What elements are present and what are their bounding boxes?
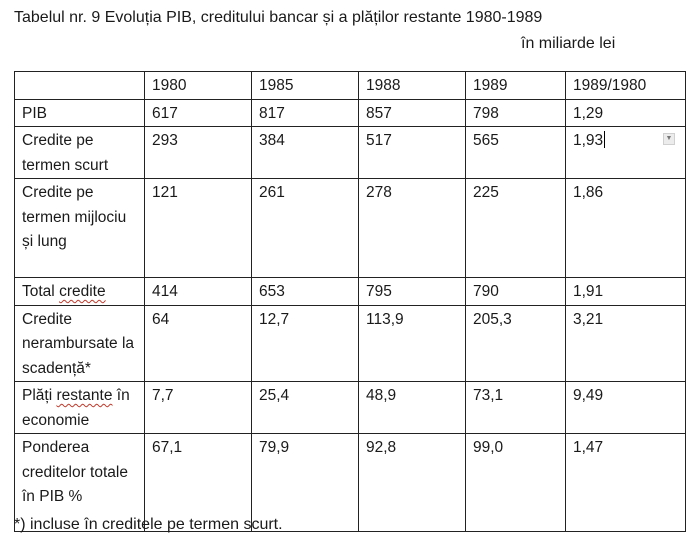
cell-value: 1,93	[573, 132, 604, 149]
table-cell[interactable]	[466, 305, 566, 382]
table-cell[interactable]	[359, 278, 466, 306]
cell-value: 790	[473, 283, 499, 300]
table-cell[interactable]	[145, 99, 252, 127]
header-cell: 1989	[466, 72, 566, 100]
table-row	[15, 305, 686, 382]
cell-value: 225	[473, 184, 499, 201]
table-cell[interactable]	[466, 127, 566, 179]
table-cell[interactable]	[466, 434, 566, 532]
table-cell[interactable]	[566, 179, 686, 278]
table-cell[interactable]	[359, 305, 466, 382]
cell-value: 857	[366, 104, 392, 122]
table-cell[interactable]	[566, 382, 686, 434]
cell-value: 99,0	[473, 439, 504, 456]
row-label-text: Plăți restante în economie	[22, 387, 130, 429]
unit-label: în miliarde lei	[521, 35, 616, 52]
table-cell[interactable]	[252, 179, 359, 278]
spelling-underline: restante	[56, 387, 113, 404]
table-cell[interactable]	[145, 127, 252, 179]
row-label[interactable]: Credite pe termen mijlociu și lung	[15, 179, 145, 278]
table-cell[interactable]	[566, 99, 686, 127]
table-caption: Tabelul nr. 9 Evoluția PIB, creditului bancar și a plăților restante 1980-1989	[14, 9, 543, 26]
table-cell[interactable]	[359, 434, 466, 532]
cell-value: 79,9	[259, 439, 290, 456]
row-label[interactable]	[15, 278, 145, 306]
cell-value: 653	[259, 283, 285, 300]
cell-value: 3,21	[573, 310, 604, 328]
cell-value: 565	[473, 132, 499, 149]
row-label[interactable]	[15, 382, 145, 434]
table-cell[interactable]	[566, 305, 686, 382]
cell-value: 384	[259, 132, 285, 149]
table-cell[interactable]	[466, 278, 566, 306]
cell-value: 205,3	[473, 310, 512, 328]
table-row	[15, 127, 686, 179]
cell-value: 9,49	[573, 387, 604, 404]
header-cell	[15, 72, 145, 100]
row-label[interactable]: Ponderea creditelor totale în PIB %	[15, 434, 145, 532]
table-cell[interactable]	[252, 127, 359, 179]
table-cell[interactable]	[466, 382, 566, 434]
cell-value: 1,29	[573, 104, 604, 122]
table-cell[interactable]	[466, 99, 566, 127]
cell-value: 798	[473, 104, 499, 122]
header-cell: 1988	[359, 72, 466, 100]
cell-value: 1,47	[573, 439, 604, 456]
header-row	[15, 72, 686, 100]
header-cell: 1980	[145, 72, 252, 100]
table-cell[interactable]	[359, 99, 466, 127]
cell-value: 64	[152, 310, 170, 328]
footnote: *) incluse în creditele pe termen scurt.	[14, 516, 283, 533]
table-cell[interactable]	[252, 99, 359, 127]
table-cell[interactable]	[359, 382, 466, 434]
table-cell[interactable]	[145, 305, 252, 382]
cell-value: 278	[366, 184, 392, 201]
text-cursor	[604, 131, 605, 148]
table-row	[15, 179, 686, 278]
cell-value: 121	[152, 184, 178, 201]
header-cell: 1985	[252, 72, 359, 100]
cell-value: 73,1	[473, 387, 504, 404]
table-row	[15, 99, 686, 127]
cell-value: 795	[366, 283, 392, 300]
dropdown-arrow-icon[interactable]: ▼	[663, 133, 675, 145]
cell-value: 517	[366, 132, 392, 149]
table-cell[interactable]	[145, 278, 252, 306]
table-cell[interactable]	[466, 179, 566, 278]
table-cell[interactable]	[566, 278, 686, 306]
cell-value: 293	[152, 132, 178, 149]
table-cell[interactable]	[566, 127, 686, 179]
row-label[interactable]: Credite nerambursate la scadență*	[15, 305, 145, 382]
table-row	[15, 278, 686, 306]
table-cell[interactable]	[359, 179, 466, 278]
cell-value: 7,7	[152, 387, 174, 404]
row-label[interactable]: PIB	[15, 99, 145, 127]
cell-value: 817	[259, 104, 285, 122]
cell-value: 1,86	[573, 184, 604, 201]
cell-value: 261	[259, 184, 285, 201]
cell-value: 48,9	[366, 387, 397, 404]
cell-value: 67,1	[152, 439, 183, 456]
cell-value: 113,9	[366, 310, 404, 328]
row-label-text: Total credite	[22, 283, 106, 300]
cell-value: 92,8	[366, 439, 397, 456]
spelling-underline: credite	[59, 283, 106, 300]
cell-value: 1,91	[573, 283, 604, 300]
cell-value: 617	[152, 104, 178, 122]
table-cell[interactable]	[252, 278, 359, 306]
table-cell[interactable]	[145, 382, 252, 434]
row-label[interactable]: Credite pe termen scurt	[15, 127, 145, 179]
table-cell[interactable]	[359, 127, 466, 179]
table-cell[interactable]	[252, 305, 359, 382]
cell-value: 25,4	[259, 387, 290, 404]
table-row	[15, 382, 686, 434]
table-cell[interactable]	[252, 382, 359, 434]
header-cell: 1989/1980	[566, 72, 686, 100]
table-cell[interactable]	[145, 179, 252, 278]
table-cell[interactable]	[566, 434, 686, 532]
data-table	[14, 71, 686, 532]
cell-value: 414	[152, 283, 178, 300]
cell-value: 12,7	[259, 310, 290, 328]
